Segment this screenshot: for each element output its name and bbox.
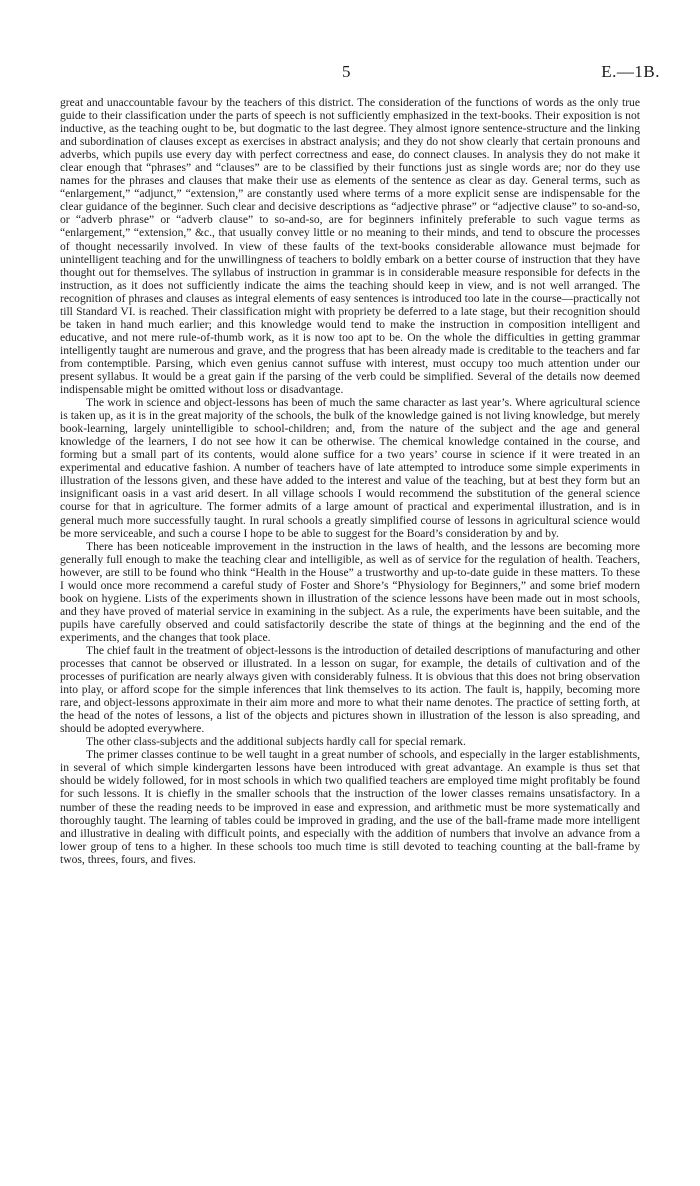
paragraph-class-subjects: The other class-subjects and the additional subjects hardly call for special remark. [86, 735, 466, 749]
paragraph-object-lessons: The chief fault in the treatment of object-lessons is the introduction of detailed descriptions of manufacturing and other processes that cannot be observed or illustrated. In a lesson on sugar, for example, the details of cultivation and of the processes of purification are nearly always given with considerably fulness. It is obvious that this does not bring observation into play, or afford scope for the simple inferences that link themselves to its action. The fault is, happily, becoming more rare, and object-lessons approximate in their aim more and more to what their name denotes. The practice of setting forth, at the head of the notes of lessons, a list of the objects and pictures shown in illustration of the lesson is also spreading, and should be adopted everywhere. [60, 643, 640, 736]
page-number: 5 [342, 62, 351, 81]
paragraph-science: The work in science and object-lessons has been of much the same character as last year’s. Where agricultural science is taken up, as it is in the great majority of the schools, the bulk of the knowledge gained is not living knowledge, but merely book-learning, largely unintelligible to school-children; and, from the nature of the subject and the age and general knowledge of the learners, I do not see how it can be otherwise. The chemical knowledge contained in the course, and forming but a small part of its contents, would alone suffice for a two years’ course in science if it were treated in an experimental and educative fashion. A number of teachers have of late attempted to introduce some simple experiments in illustration of the lessons given, and these have added to the interest and value of the teaching, but at best they form but an insignificant oasis in a vast arid desert. In all village schools I would recommend the substitution of the general science course for that in agriculture. The former admits of a large amount of practical and experimental illustration, and is in general much more successfully taught. In rural schools a greatly simplified course of lessons in agricultural science would be more serviceable, and such a course I hope to be able to suggest for the Board’s consideration by and by. [60, 396, 640, 540]
page-header [0, 62, 700, 86]
document-reference: E.—1B. [601, 62, 660, 81]
paragraph-health: There has been noticeable improvement in the instruction in the laws of health, and the lessons are becoming more generally full enough to make the teaching clear and intelligible, as well as of service for the regulation of health. Teachers, however, are still to be found who think “Health in the House” a trustworthy and up-to-date guide in these matters. To these I would once more recommend a careful study of Foster and Shore’s “Physiology for Beginners,” and some brief modern book on hygiene. Lists of the experiments shown in illustration of the science lessons have been made out in most schools, and they have proved of material service in examining in the subject. As a rule, the experiments have been suitable, and the pupils have carefully observed and could satisfactorily describe the state of things at the beginning and the end of the experiments, and the changes that took place. [60, 539, 640, 644]
paragraph-primer-classes: The primer classes continue to be well taught in a great number of schools, and especially in the larger establishments, in several of which simple kindergarten lessons have been introduced with great advantage. An example is thus set that should be widely followed, for in most schools in which two qualified teachers are employed time might profitably be found for such lessons. It is chiefly in the smaller schools that the instruction of the lower classes remains unsatisfactory. In a number of these the reading needs to be improved in ease and expression, and arithmetic must be more systematically and thoroughly taught. The learning of tables could be improved in grading, and the use of the ball-frame made more intelligent and illustrative in dealing with difficult points, and especially with the addition of numbers that involve an advance from a lower group of tens to a higher. In these schools too much time is still devoted to teaching counting at the ball-frame by twos, threes, fours, and fives. [60, 748, 640, 866]
report-body [60, 96, 640, 866]
paragraph-grammar: great and unaccountable favour by the teachers of this district. The consideration of the functions of words as the only true guide to their classification under the parts of speech is not sufficiently emphasized in the text-books. Their exposition is not inductive, as the teaching ought to be, but dogmatic to the last degree. They almost ignore sentence-structure and the linking and subordination of clauses except as exercises in abstract analysis; and they do not show clearly that certain pronouns and adverbs, which pupils use every day with perfect correctness and ease, do connect clauses. In analysis they do not make it clear enough that “phrases” and “clauses” are to be classified by their functions just as single words are; nor do they use names for the phrases and clauses that make their use as elements of the sentence as clear as day. General terms, such as “enlargement,” “adjunct,” “extension,” are constantly used where terms of a more explicit sense are indispensable for the clear guidance of the beginner. Such clear and decisive descriptions as “adjective phrase” or “adjective clause” to so-and-so, or “adverb phrase” or “adverb clause” to so-and-so, are for beginners infinitely preferable to such vague terms as “enlargement,” “extension,” &c., that usually convey little or no meaning to their minds, and tend to obscure the processes of thought necessarily involved. In view of these faults of the text-books considerable allowance must bejmade for unintelligent teaching and for the unwillingness of teachers to boldly embark on a better course of instruction that they have thought out for themselves. The syllabus of instruction in grammar is in considerable measure responsible for defects in the instruction, as it does not sufficiently indicate the aims the teaching should keep in view, and is not well arranged. The recognition of phrases and clauses as integral elements of easy sentences is introduced too late in the course—practically not till Standard VI. is reached. Their classification might with propriety be deferred to a late stage, but their recognition should be taken in hand much earlier; and this knowledge would tend to make the instruction in composition intelligent and educative, and not mere rule-of-thumb work, as it is now too apt to be. On the whole the difficulties in getting grammar intelligently taught are numerous and grave, and the progress that has been already made is creditable to the teachers and far from contemptible. Parsing, which even genius cannot suffuse with interest, must occupy too much attention under our present syllabus. It would be a great gain if the parsing of the verb could be simplified. Several of the details now deemed indispensable might be omitted without loss or disadvantage. [60, 96, 640, 397]
